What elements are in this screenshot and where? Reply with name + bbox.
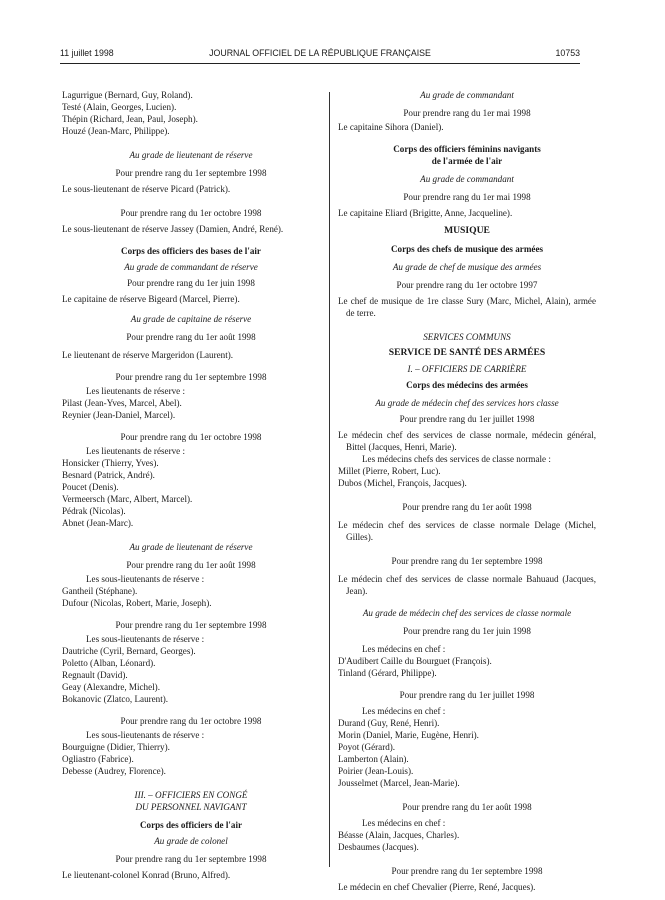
- rank-date: Pour prendre rang du 1er mai 1998: [403, 192, 531, 202]
- list-item: Tinland (Gérard, Philippe).: [338, 668, 437, 678]
- section-heading: SERVICE DE SANTÉ DES ARMÉES: [388, 347, 546, 358]
- entry: Le médecin en chef Chevalier (Pierre, René, Jacques).: [338, 882, 536, 892]
- entry: Le lieutenant de réserve Margeridon (Laurent).: [62, 350, 234, 360]
- rank-date: Pour prendre rang du 1er juin 1998: [127, 278, 255, 288]
- header-date: 11 juillet 1998: [60, 48, 114, 58]
- name-list: [338, 465, 596, 489]
- list-item: Dautriche (Cyril, Bernard, Georges).: [62, 646, 196, 656]
- list-item: Honsicker (Thierry, Yves).: [62, 458, 159, 468]
- group-label: Les médecins chefs des services de classe normale :: [362, 454, 551, 464]
- list-item: Testé (Alain, Georges, Lucien).: [62, 102, 177, 112]
- group-label: Les lieutenants de réserve :: [86, 386, 185, 396]
- entry: Le lieutenant-colonel Konrad (Bruno, Alfred).: [62, 870, 231, 880]
- rank-date: Pour prendre rang du 1er septembre 1998: [115, 372, 267, 382]
- rank-date: Pour prendre rang du 1er octobre 1998: [120, 208, 262, 218]
- column-separator: [329, 92, 330, 867]
- section-heading: SERVICES COMMUNS: [423, 332, 511, 342]
- list-item: Durand (Guy, René, Henri).: [338, 718, 440, 728]
- rank-date: Pour prendre rang du 1er juillet 1998: [399, 690, 535, 700]
- list-item: Bokanovic (Zlatco, Laurent).: [62, 694, 169, 704]
- list-item: Pilast (Jean-Yves, Marcel, Abel).: [62, 398, 182, 408]
- name-list: [62, 397, 320, 421]
- rank-date: Pour prendre rang du 1er août 1998: [402, 802, 532, 812]
- grade-heading: Au grade de médecin chef des services de classe normale: [362, 608, 572, 618]
- list-item: Lamberton (Alain).: [338, 754, 409, 764]
- list-item: Bourguigne (Didier, Thierry).: [62, 742, 170, 752]
- entry: Le sous-lieutenant de réserve Jassey (Damien, André, René).: [62, 224, 284, 234]
- list-item: Debesse (Audrey, Florence).: [62, 766, 166, 776]
- subsection-heading: I. – OFFICIERS DE CARRIÈRE: [407, 364, 527, 374]
- corps-heading: Corps des médecins des armées: [406, 380, 528, 390]
- right-column: [338, 89, 596, 893]
- name-list: [338, 717, 596, 789]
- corps-heading: Corps des officiers des bases de l'air: [121, 246, 261, 256]
- grade-heading: Au grade de commandant de réserve: [124, 262, 258, 272]
- section-heading: [62, 789, 320, 813]
- rank-date: Pour prendre rang du 1er juin 1998: [403, 626, 531, 636]
- list-item: Dubos (Michel, François, Jacques).: [338, 478, 467, 488]
- rank-date: Pour prendre rang du 1er octobre 1998: [120, 432, 262, 442]
- list-item: Desbaumes (Jacques).: [338, 842, 419, 852]
- name-list: [338, 655, 596, 679]
- left-column: [62, 89, 320, 881]
- name-list: [338, 829, 596, 853]
- rank-date: Pour prendre rang du 1er octobre 1997: [396, 280, 538, 290]
- list-item: Regnault (David).: [62, 670, 128, 680]
- list-item: Poirier (Jean-Louis).: [338, 766, 414, 776]
- entry: Le capitaine Eliard (Brigitte, Anne, Jacqueline).: [338, 208, 513, 218]
- grade-heading: Au grade de lieutenant de réserve: [129, 542, 253, 552]
- list-item: Morin (Daniel, Marie, Eugène, Henri).: [338, 730, 479, 740]
- list-item: Ogliastro (Fabrice).: [62, 754, 134, 764]
- entry: Le médecin chef des services de classe normale Delage (Michel, Gilles).: [338, 520, 596, 542]
- entry: Le capitaine de réserve Bigeard (Marcel, Pierre).: [62, 294, 240, 304]
- list-item: Thépin (Richard, Jean, Paul, Joseph).: [62, 114, 198, 124]
- list-item: Geay (Alexandre, Michel).: [62, 682, 160, 692]
- list-item: D'Audibert Caille du Bourguet (François).: [338, 656, 492, 666]
- list-item: Gantheil (Stéphane).: [62, 586, 138, 596]
- list-item: Besnard (Patrick, André).: [62, 470, 155, 480]
- name-list: [62, 645, 320, 705]
- list-item: Abnet (Jean-Marc).: [62, 518, 134, 528]
- header-rule: [60, 63, 580, 64]
- rank-date: Pour prendre rang du 1er septembre 1998: [391, 866, 543, 876]
- section-heading: MUSIQUE: [444, 225, 490, 236]
- list-item: Millet (Pierre, Robert, Luc).: [338, 466, 441, 476]
- corps-heading: [338, 143, 596, 167]
- name-list: [62, 89, 320, 137]
- grade-heading: Au grade de commandant: [420, 174, 514, 184]
- list-item: Poucet (Denis).: [62, 482, 119, 492]
- entry: Le capitaine Sihora (Daniel).: [338, 122, 444, 132]
- entry: Le sous-lieutenant de réserve Picard (Patrick).: [62, 184, 231, 194]
- grade-heading: Au grade de colonel: [154, 836, 228, 846]
- group-label: Les médecins en chef :: [362, 706, 446, 716]
- list-item: Pédrak (Nicolas).: [62, 506, 126, 516]
- list-item: Poyot (Gérard).: [338, 742, 396, 752]
- entry: Le chef de musique de 1re classe Sury (Marc, Michel, Alain), armée de terre.: [338, 296, 596, 318]
- list-item: Vermeersch (Marc, Albert, Marcel).: [62, 494, 193, 504]
- rank-date: Pour prendre rang du 1er septembre 1998: [115, 854, 267, 864]
- grade-heading: Au grade de lieutenant de réserve: [129, 150, 253, 160]
- corps-heading-line: Corps des officiers féminins navigants: [393, 144, 541, 154]
- group-label: Les sous-lieutenants de réserve :: [86, 634, 205, 644]
- corps-heading: Corps des officiers de l'air: [139, 820, 243, 830]
- section-heading-line: DU PERSONNEL NAVIGANT: [135, 802, 247, 812]
- list-item: Poletto (Alban, Léonard).: [62, 658, 156, 668]
- list-item: Lagurrigue (Bernard, Guy, Roland).: [62, 90, 193, 100]
- page-header: [60, 48, 580, 62]
- grade-heading: Au grade de chef de musique des armées: [392, 262, 542, 272]
- rank-date: Pour prendre rang du 1er mai 1998: [403, 108, 531, 118]
- group-label: Les lieutenants de réserve :: [86, 446, 185, 456]
- name-list: [62, 741, 320, 777]
- group-label: Les sous-lieutenants de réserve :: [86, 574, 205, 584]
- rank-date: Pour prendre rang du 1er août 1998: [402, 502, 532, 512]
- list-item: Béasse (Alain, Jacques, Charles).: [338, 830, 460, 840]
- entry: Le médecin chef des services de classe normale Bahuaud (Jacques, Jean).: [338, 574, 596, 596]
- rank-date: Pour prendre rang du 1er septembre 1998: [115, 168, 267, 178]
- list-item: Dufour (Nicolas, Robert, Marie, Joseph).: [62, 598, 212, 608]
- grade-heading: Au grade de médecin chef des services hors classe: [375, 398, 559, 408]
- section-heading-line: III. – OFFICIERS EN CONGÉ: [134, 790, 248, 800]
- rank-date: Pour prendre rang du 1er juillet 1998: [399, 414, 535, 424]
- grade-heading: Au grade de capitaine de réserve: [130, 314, 252, 324]
- rank-date: Pour prendre rang du 1er août 1998: [126, 332, 256, 342]
- rank-date: Pour prendre rang du 1er octobre 1998: [120, 716, 262, 726]
- corps-heading-line: de l'armée de l'air: [431, 156, 503, 166]
- entry: Le médecin chef des services de classe normale, médecin général, Bittel (Jacques, Henri, Marie).: [338, 430, 596, 452]
- group-label: Les médecins en chef :: [362, 818, 446, 828]
- name-list: [62, 585, 320, 609]
- name-list: [62, 457, 320, 529]
- group-label: Les sous-lieutenants de réserve :: [86, 730, 205, 740]
- group-label: Les médecins en chef :: [362, 644, 446, 654]
- list-item: Houzé (Jean-Marc, Philippe).: [62, 126, 170, 136]
- rank-date: Pour prendre rang du 1er septembre 1998: [115, 620, 267, 630]
- rank-date: Pour prendre rang du 1er août 1998: [126, 560, 256, 570]
- grade-heading: Au grade de commandant: [420, 90, 514, 100]
- rank-date: Pour prendre rang du 1er septembre 1998: [391, 556, 543, 566]
- header-title: JOURNAL OFFICIEL DE LA RÉPUBLIQUE FRANÇAISE: [209, 48, 431, 58]
- list-item: Reynier (Jean-Daniel, Marcel).: [62, 410, 176, 420]
- header-page-number: 10753: [555, 48, 580, 58]
- corps-heading: Corps des chefs de musique des armées: [390, 244, 544, 254]
- list-item: Jousselmet (Marcel, Jean-Marie).: [338, 778, 460, 788]
